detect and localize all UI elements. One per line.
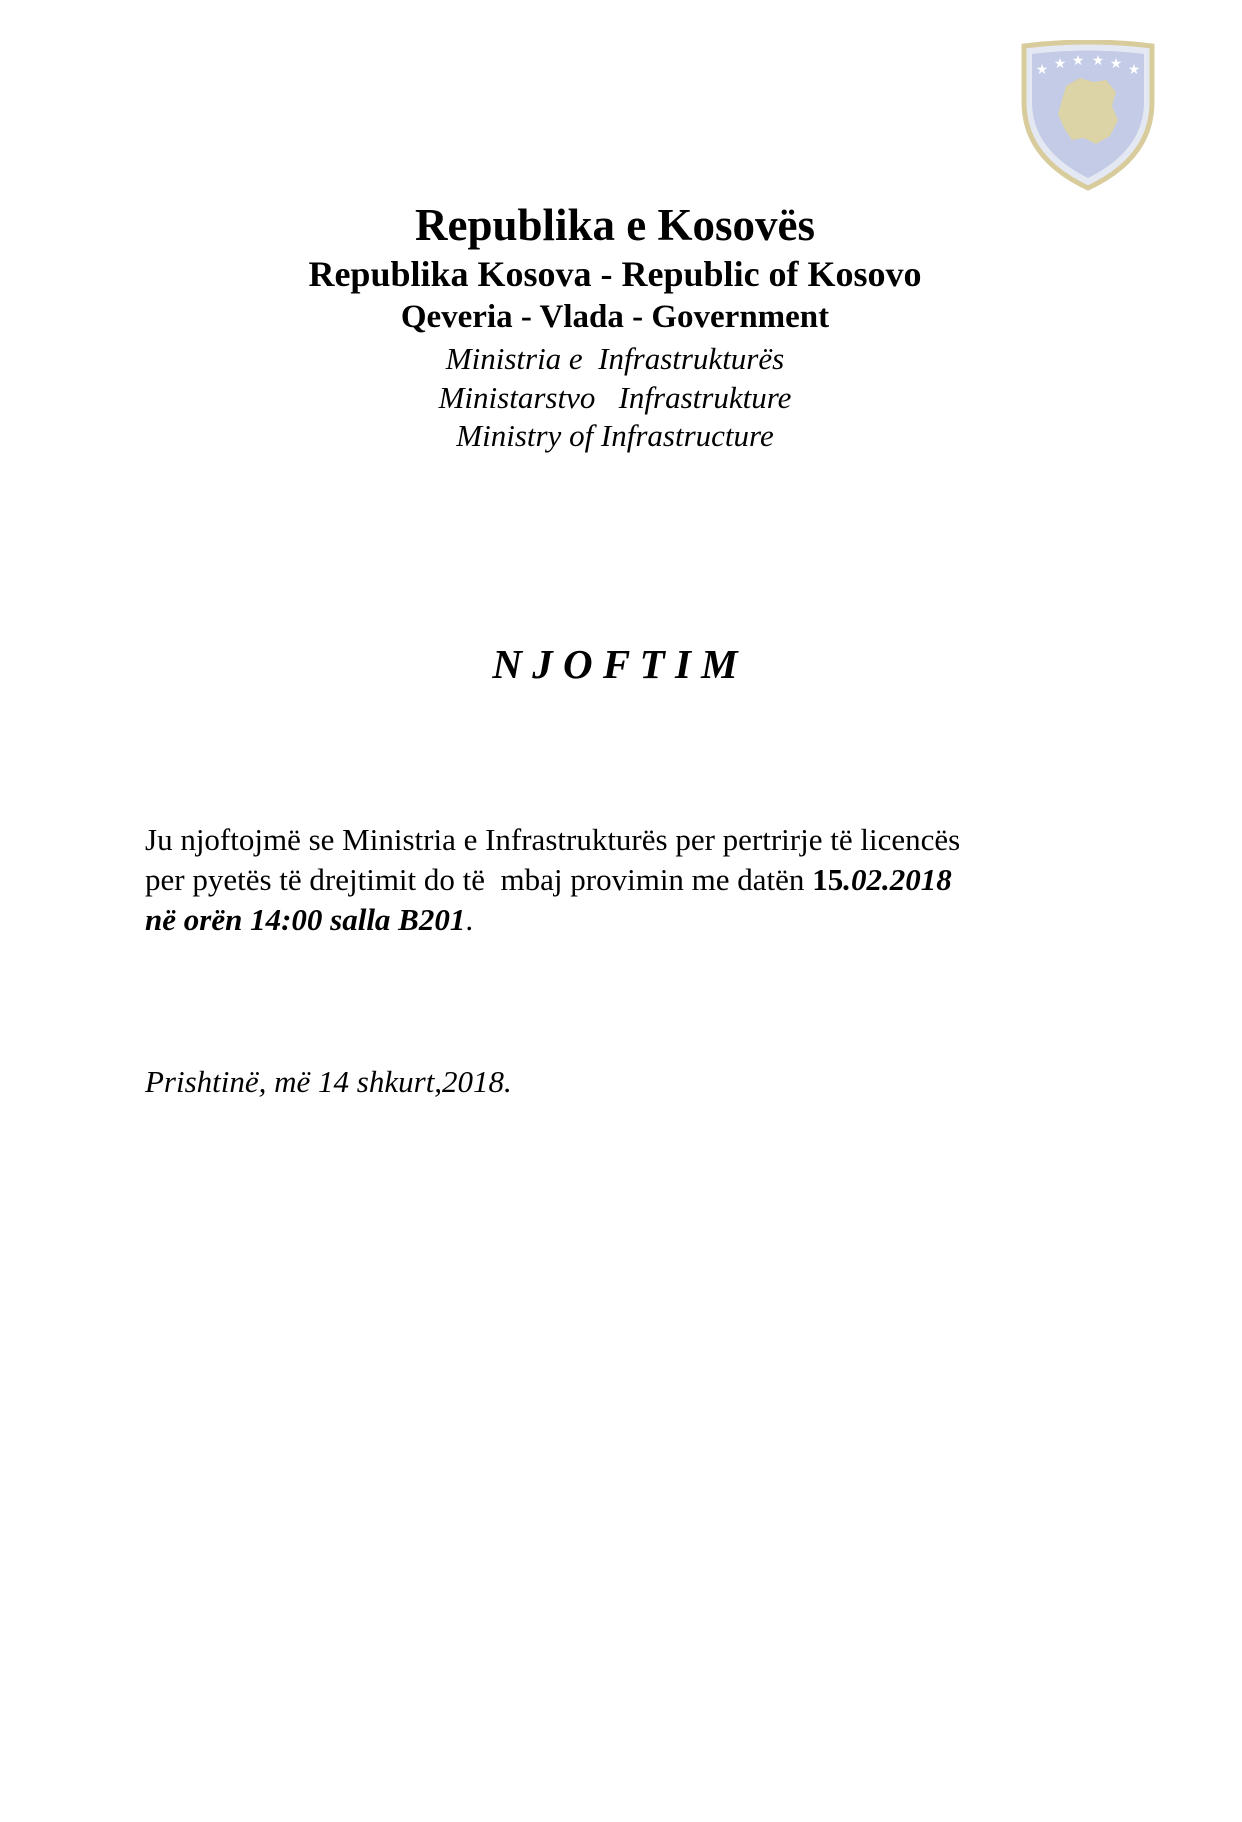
ministry-name-english: Ministry of Infrastructure [456,418,774,454]
star-icon: ★ [1035,62,1049,78]
country-name-multilingual: Republika Kosova - Republic of Kosovo [308,253,922,294]
notice-body-line-3 [145,900,1085,940]
star-icon: ★ [1091,53,1105,69]
coat-of-arms-icon [1020,40,1156,192]
notice-body-line-1: Ju njoftojmë se Ministria e Infrastrukturës per pertrirje të licencës [145,822,961,857]
exam-date-month-year: .02.2018 [843,862,952,897]
ministry-name-serbian: Ministarstvo Infrastrukture [438,379,792,415]
star-icon: ★ [1127,62,1141,78]
exam-time-and-room: në orën 14:00 salla B201 [145,902,466,937]
notice-body-line-2 [145,860,1085,900]
letterhead [0,200,1230,457]
ministry-name-albanian: Ministria e Infrastrukturës [445,341,785,377]
place-and-date: Prishtinë, më 14 shkurt,2018. [145,1064,512,1099]
notice-body-line-2-text: per pyetës të drejtimit do të mbaj provimin me datën [145,862,813,897]
country-name: Republika e Kosovës [414,200,816,250]
star-icon: ★ [1053,56,1067,72]
star-icon: ★ [1071,53,1085,69]
star-icon: ★ [1109,56,1123,72]
notice-title: N J O F T I M [492,641,738,687]
notice-body-line-3-end: . [465,902,474,937]
notice-body [145,820,1085,940]
exam-date-day: 15 [812,862,844,897]
government-name: Qeveria - Vlada - Government [400,299,830,336]
